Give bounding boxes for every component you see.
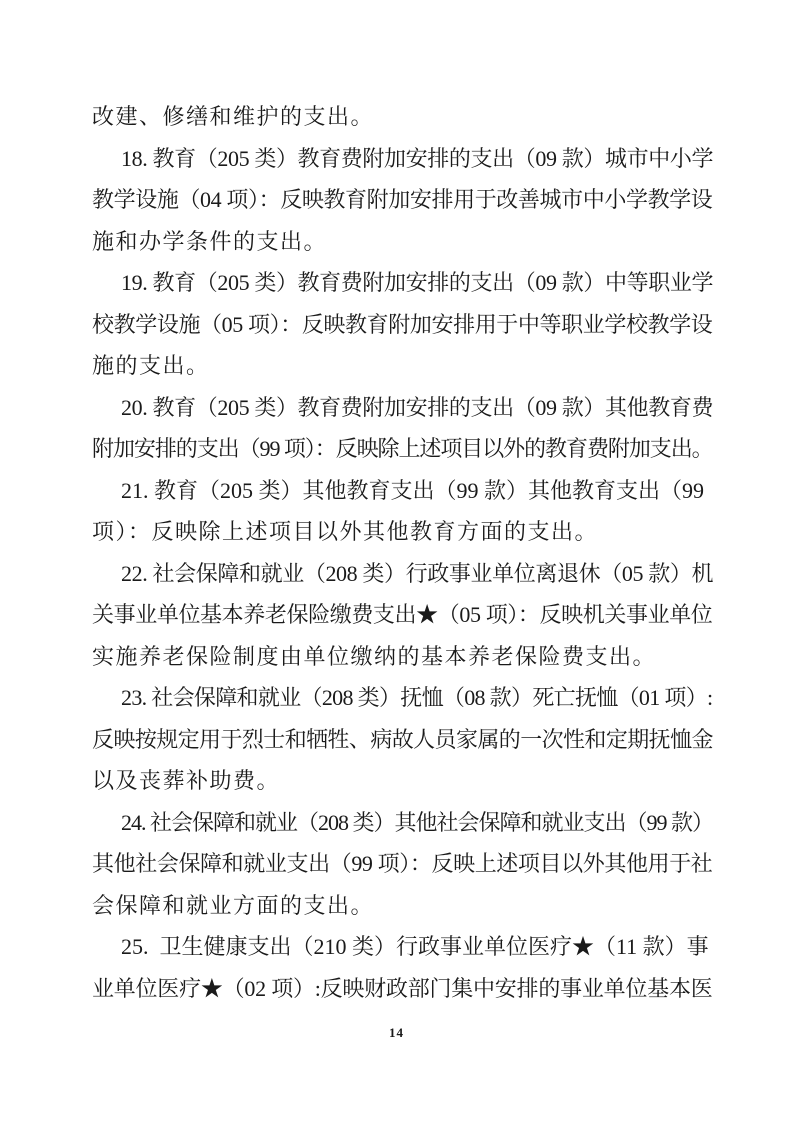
text-line: 会保障和就业方面的支出。 [92, 892, 375, 918]
text-line: 24. 社会保障和就业（208 类）其他社会保障和就业支出（99 款） [121, 809, 714, 835]
text-line: 教学设施（04 项）：反映教育附加安排用于改善城市中小学教学设 [92, 187, 713, 212]
paragraph-item-23 [92, 677, 713, 802]
document-body [92, 96, 713, 1009]
page-number: 14 [389, 1025, 404, 1040]
text-line: 附加安排的支出（99 项）：反映除上述项目以外的教育费附加支出。 [92, 436, 713, 461]
text-line: 施的支出。 [92, 353, 210, 378]
paragraph-item-22 [92, 553, 713, 678]
paragraph-item-18 [92, 138, 713, 263]
text-line: 以及丧葬补助费。 [92, 768, 281, 793]
text-line: 业单位医疗★（02 项）:反映财政部门集中安排的事业单位基本医 [92, 975, 713, 1001]
text-line: 其他社会保障和就业支出（99 项）：反映上述项目以外其他用于社 [92, 851, 713, 876]
text-line: 反映按规定用于烈士和牺牲、病故人员家属的一次性和定期抚恤金 [92, 726, 713, 752]
text-line: 21. 教育（205 类）其他教育支出（99 款）其他教育支出（99 [121, 477, 705, 503]
text-line: 项）：反映除上述项目以外其他教育方面的支出。 [92, 519, 599, 544]
paragraph-item-25 [92, 926, 713, 1009]
text-line: 实施养老保险制度由单位缴纳的基本养老保险费支出。 [92, 643, 657, 669]
text-line: 25. 卫生健康支出（210 类）行政事业单位医疗★（11 款）事 [121, 934, 709, 959]
text-line: 改建、修缮和维护的支出。 [92, 104, 375, 129]
paragraph-item-19 [92, 262, 713, 387]
text-line: 20. 教育（205 类）教育费附加安排的支出（09 款）其他教育费 [121, 394, 714, 420]
text-line: 施和办学条件的支出。 [92, 228, 328, 254]
paragraph-item-20 [92, 387, 713, 470]
text-line: 关事业单位基本养老保险缴费支出★（05 项）：反映机关事业单位 [92, 602, 713, 627]
text-line: 19. 教育（205 类）教育费附加安排的支出（09 款）中等职业学 [121, 270, 714, 295]
paragraph-17-continuation [92, 96, 713, 138]
paragraph-item-24 [92, 802, 713, 927]
paragraph-item-21 [92, 470, 713, 553]
text-line: 校教学设施（05 项）：反映教育附加安排用于中等职业学校教学设 [92, 311, 713, 337]
text-line: 22. 社会保障和就业（208 类）行政事业单位离退休（05 款）机 [121, 560, 714, 586]
text-line: 18. 教育（205 类）教育费附加安排的支出（09 款）城市中小学 [121, 145, 714, 171]
text-line: 23. 社会保障和就业（208 类）抚恤（08 款）死亡抚恤（01 项）: [121, 685, 713, 710]
